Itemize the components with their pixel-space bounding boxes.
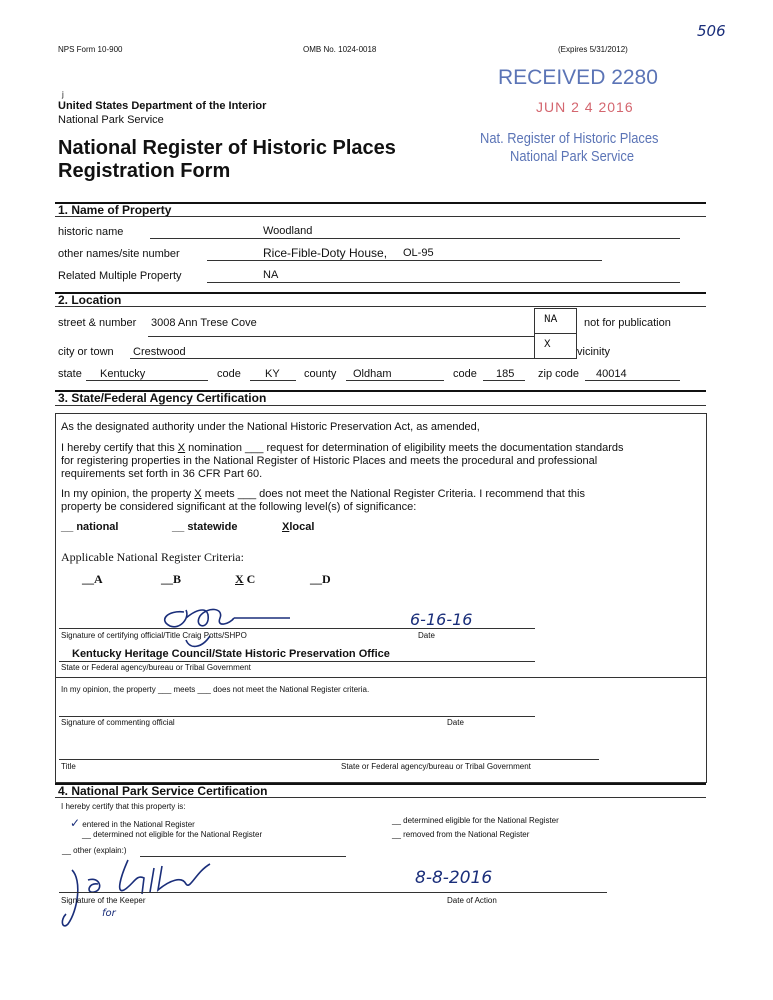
option-eligible[interactable]: __ determined eligible for the National Register bbox=[392, 816, 559, 825]
not-for-publication-value: NA bbox=[544, 314, 558, 326]
criterion-d[interactable]: __D bbox=[310, 572, 331, 586]
received-stamp: RECEIVED 2280 bbox=[498, 66, 658, 89]
nomination-mark: X bbox=[177, 442, 186, 454]
level-local[interactable]: Xlocal bbox=[282, 521, 315, 533]
nps-certification-intro: I hereby certify that this property is: bbox=[61, 802, 186, 811]
street-value[interactable]: 3008 Ann Trese Cove bbox=[151, 317, 257, 329]
county-code-value[interactable]: 185 bbox=[496, 368, 515, 380]
form-subtitle: Registration Form bbox=[58, 160, 231, 182]
service-name: National Park Service bbox=[58, 114, 164, 126]
criterion-a[interactable]: __A bbox=[82, 572, 103, 586]
county-code-label: code bbox=[453, 368, 477, 380]
not-for-publication-label: not for publication bbox=[584, 317, 671, 329]
section-1-heading: 1. Name of Property bbox=[58, 203, 172, 217]
vicinity-value: X bbox=[544, 339, 551, 351]
margin-mark: j bbox=[62, 90, 64, 99]
other-names-label: other names/site number bbox=[58, 248, 180, 260]
certification-intro: As the designated authority under the National Historic Preservation Act, as amended, bbox=[61, 421, 480, 433]
other-names-value[interactable]: Rice-Fible-Doty House, bbox=[263, 246, 388, 260]
multiple-property-value[interactable]: NA bbox=[263, 269, 279, 281]
historic-name-label: historic name bbox=[58, 226, 124, 238]
criterion-b[interactable]: __B bbox=[161, 572, 182, 586]
commenting-date-label: Date bbox=[447, 718, 464, 727]
option-other[interactable]: __ other (explain:) bbox=[62, 846, 127, 855]
zip-code-label: zip code bbox=[538, 368, 579, 380]
state-value[interactable]: Kentucky bbox=[100, 368, 146, 380]
section-3-heading: 3. State/Federal Agency Certification bbox=[58, 391, 267, 405]
certification-statement-line2: for registering properties in the National Register of Historic Places and meets the procedural and professional bbox=[61, 455, 598, 467]
level-statewide[interactable]: __ statewide bbox=[172, 521, 238, 533]
expiration-date: (Expires 5/31/2012) bbox=[558, 45, 628, 54]
site-number-value[interactable]: OL-95 bbox=[403, 247, 434, 259]
keeper-signature-label: Signature of the Keeper bbox=[61, 896, 146, 905]
section-4-heading: 4. National Park Service Certification bbox=[58, 784, 268, 798]
county-label: county bbox=[304, 368, 337, 380]
department-name: United States Department of the Interior bbox=[58, 100, 267, 112]
section-2-heading: 2. Location bbox=[58, 293, 122, 307]
commenting-signature-label: Signature of commenting official bbox=[61, 718, 175, 727]
city-label: city or town bbox=[58, 346, 114, 358]
date-of-action-value[interactable]: 8-8-2016 bbox=[415, 868, 493, 888]
keeper-signature bbox=[58, 850, 228, 930]
form-title: National Register of Historic Places bbox=[58, 137, 396, 159]
vicinity-label: vicinity bbox=[577, 346, 611, 358]
shpo-office-name: Kentucky Heritage Council/State Historic Preservation Office bbox=[72, 648, 390, 660]
stamp-register-line: Nat. Register of Historic Places bbox=[480, 130, 659, 147]
state-label: state bbox=[58, 368, 82, 380]
city-value[interactable]: Crestwood bbox=[133, 346, 186, 358]
option-removed[interactable]: __ removed from the National Register bbox=[392, 830, 530, 839]
state-code-value[interactable]: KY bbox=[265, 368, 280, 380]
received-date: JUN 2 4 2016 bbox=[536, 99, 634, 115]
criterion-c[interactable]: X C bbox=[235, 572, 256, 586]
certifying-date-value[interactable]: 6-16-16 bbox=[410, 610, 473, 629]
comment-opinion: In my opinion, the property ___ meets ___ does not meet the National Register criteria. bbox=[61, 685, 370, 694]
state-code-label: code bbox=[217, 368, 241, 380]
stamp-service-line: National Park Service bbox=[510, 148, 635, 165]
opinion-statement-line2: property be considered significant at the following level(s) of significance: bbox=[61, 501, 417, 513]
vicinity-box[interactable] bbox=[534, 333, 577, 359]
certification-statement-line3: requirements set forth in 36 CFR Part 60. bbox=[61, 468, 263, 480]
certifying-date-label: Date bbox=[418, 631, 435, 640]
county-value[interactable]: Oldham bbox=[353, 368, 392, 380]
criteria-label: Applicable National Register Criteria: bbox=[61, 550, 244, 564]
check-mark-icon: ✓ bbox=[70, 816, 81, 830]
certifying-signature-label: Signature of certifying official/Title Craig Potts/SHPO bbox=[61, 631, 247, 640]
zip-code-value[interactable]: 40014 bbox=[596, 368, 627, 380]
level-national[interactable]: __ national bbox=[61, 521, 119, 533]
page-number: 506 bbox=[697, 22, 726, 40]
option-entered[interactable]: ✓ entered in the National Register bbox=[70, 816, 195, 830]
opinion-statement-line1: In my opinion, the property X meets ___ does not meet the National Register Criteria. I recommend that this bbox=[61, 488, 585, 500]
multiple-property-label: Related Multiple Property bbox=[58, 270, 182, 282]
not-for-publication-box[interactable] bbox=[534, 308, 577, 334]
meets-mark: X bbox=[194, 488, 202, 500]
date-of-action-label: Date of Action bbox=[447, 896, 497, 905]
for-mark: for bbox=[102, 908, 116, 919]
omb-number: OMB No. 1024-0018 bbox=[303, 45, 377, 54]
certification-statement-line1: I hereby certify that this X nomination ___ request for determination of eligibility meets the documentation standards bbox=[61, 442, 624, 454]
historic-name-value[interactable]: Woodland bbox=[263, 225, 313, 237]
shpo-office-label: State or Federal agency/bureau or Tribal Government bbox=[61, 663, 251, 672]
street-label: street & number bbox=[58, 317, 137, 329]
commenting-agency-label: State or Federal agency/bureau or Tribal Government bbox=[341, 762, 531, 771]
form-number: NPS Form 10-900 bbox=[58, 45, 123, 54]
option-not-eligible[interactable]: __ determined not eligible for the National Register bbox=[82, 830, 263, 839]
commenting-title-label: Title bbox=[61, 762, 76, 771]
